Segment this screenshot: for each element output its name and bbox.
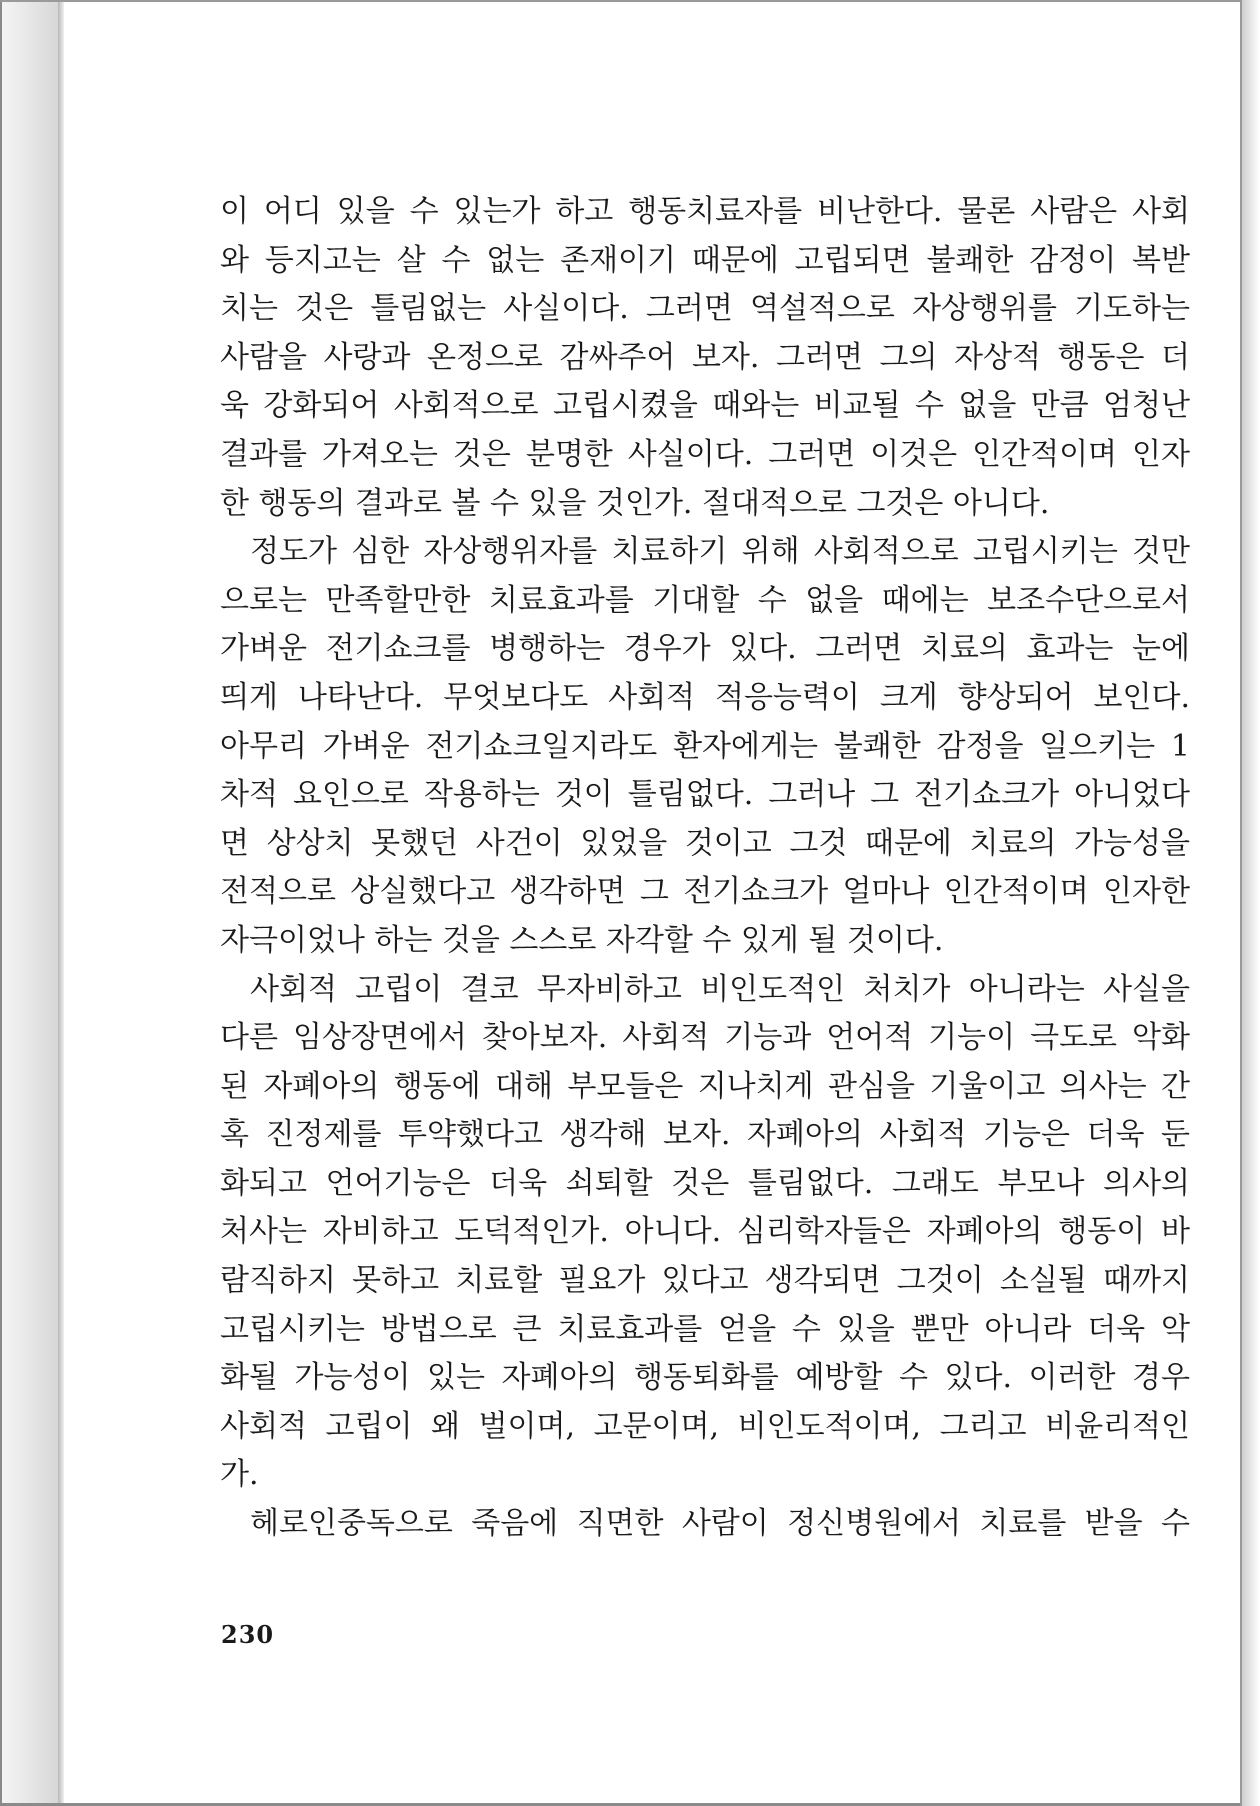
page-right-border [1240,0,1242,1806]
paragraph-2 [220,528,1190,965]
text-line: 치는 것은 틀림없는 사실이다. 그러면 역설적으로 자상행위를 기도하는 [220,291,1190,327]
text-line: 정도가 심한 자상행위자를 치료하기 위해 사회적으로 고립시키는 것만 [250,534,1190,570]
text-line: 가. [220,1457,259,1493]
text-line: 자극이었나 하는 것을 스스로 자각할 수 있게 될 것이다. [220,922,944,958]
page-number: 230 [221,1620,275,1649]
text-line: 이 어디 있을 수 있는가 하고 행동치료자를 비난한다. 물론 사람은 사회 [220,194,1190,229]
text-line: 아무리 가벼운 전기쇼크일지라도 환자에게는 불쾌한 감정을 일으키는 1 [220,728,1190,764]
book-page [64,2,1240,1803]
text-line: 결과를 가져오는 것은 분명한 사실이다. 그러면 이것은 인간적이며 인자 [220,436,1190,472]
text-line: 가벼운 전기쇼크를 병행하는 경우가 있다. 그러면 치료의 효과는 눈에 [220,631,1190,667]
text-line: 띄게 나타난다. 무엇보다도 사회적 적응능력이 크게 향상되어 보인다. [220,679,1190,715]
page-right-shadow [1242,0,1260,1806]
page-body-text [220,188,1190,1549]
text-line: 면 상상치 못했던 사건이 있었을 것이고 그것 때문에 치료의 가능성을 [220,825,1190,861]
text-line: 헤로인중독으로 죽음에 직면한 사람이 정신병원에서 치료를 받을 수 [250,1506,1190,1542]
paragraph-4 [220,1500,1190,1549]
text-line: 와 등지고는 살 수 없는 존재이기 때문에 고립되면 불쾌한 감정이 복받 [220,242,1190,278]
text-line: 사회적 고립이 왜 벌이며, 고문이며, 비인도적이며, 그리고 비윤리적인 [220,1408,1190,1444]
book-spine-edge [0,0,60,1806]
text-line: 차적 요인으로 작용하는 것이 틀림없다. 그러나 그 전기쇼크가 아니었다 [220,777,1190,813]
text-line: 화될 가능성이 있는 자폐아의 행동퇴화를 예방할 수 있다. 이러한 경우 [220,1360,1190,1396]
text-line: 혹 진정제를 투약했다고 생각해 보자. 자폐아의 사회적 기능은 더욱 둔 [220,1117,1190,1153]
text-line: 다른 임상장면에서 찾아보자. 사회적 기능과 언어적 기능이 극도로 악화 [220,1020,1190,1056]
text-line: 람직하지 못하고 치료할 필요가 있다고 생각되면 그것이 소실될 때까지 [220,1263,1190,1299]
text-line: 화되고 언어기능은 더욱 쇠퇴할 것은 틀림없다. 그래도 부모나 의사의 [220,1165,1190,1201]
text-line: 고립시키는 방법으로 큰 치료효과를 얻을 수 있을 뿐만 아니라 더욱 악 [220,1311,1190,1347]
text-line: 전적으로 상실했다고 생각하면 그 전기쇼크가 얼마나 인간적이며 인자한 [220,874,1190,910]
text-line: 한 행동의 결과로 볼 수 있을 것인가. 절대적으로 그것은 아니다. [220,485,1050,521]
paragraph-3 [220,966,1190,1501]
text-line: 사회적 고립이 결코 무자비하고 비인도적인 처치가 아니라는 사실을 [250,971,1190,1007]
text-line: 욱 강화되어 사회적으로 고립시켰을 때와는 비교될 수 없을 만큼 엄청난 [220,388,1190,424]
paragraph-1 [220,188,1190,528]
text-line: 된 자폐아의 행동에 대해 부모들은 지나치게 관심을 기울이고 의사는 간 [220,1068,1190,1104]
text-line: 처사는 자비하고 도덕적인가. 아니다. 심리학자들은 자폐아의 행동이 바 [220,1214,1190,1250]
text-line: 사람을 사랑과 온정으로 감싸주어 보자. 그러면 그의 자상적 행동은 더 [220,339,1190,375]
text-line: 으로는 만족할만한 치료효과를 기대할 수 없을 때에는 보조수단으로서 [220,582,1190,618]
